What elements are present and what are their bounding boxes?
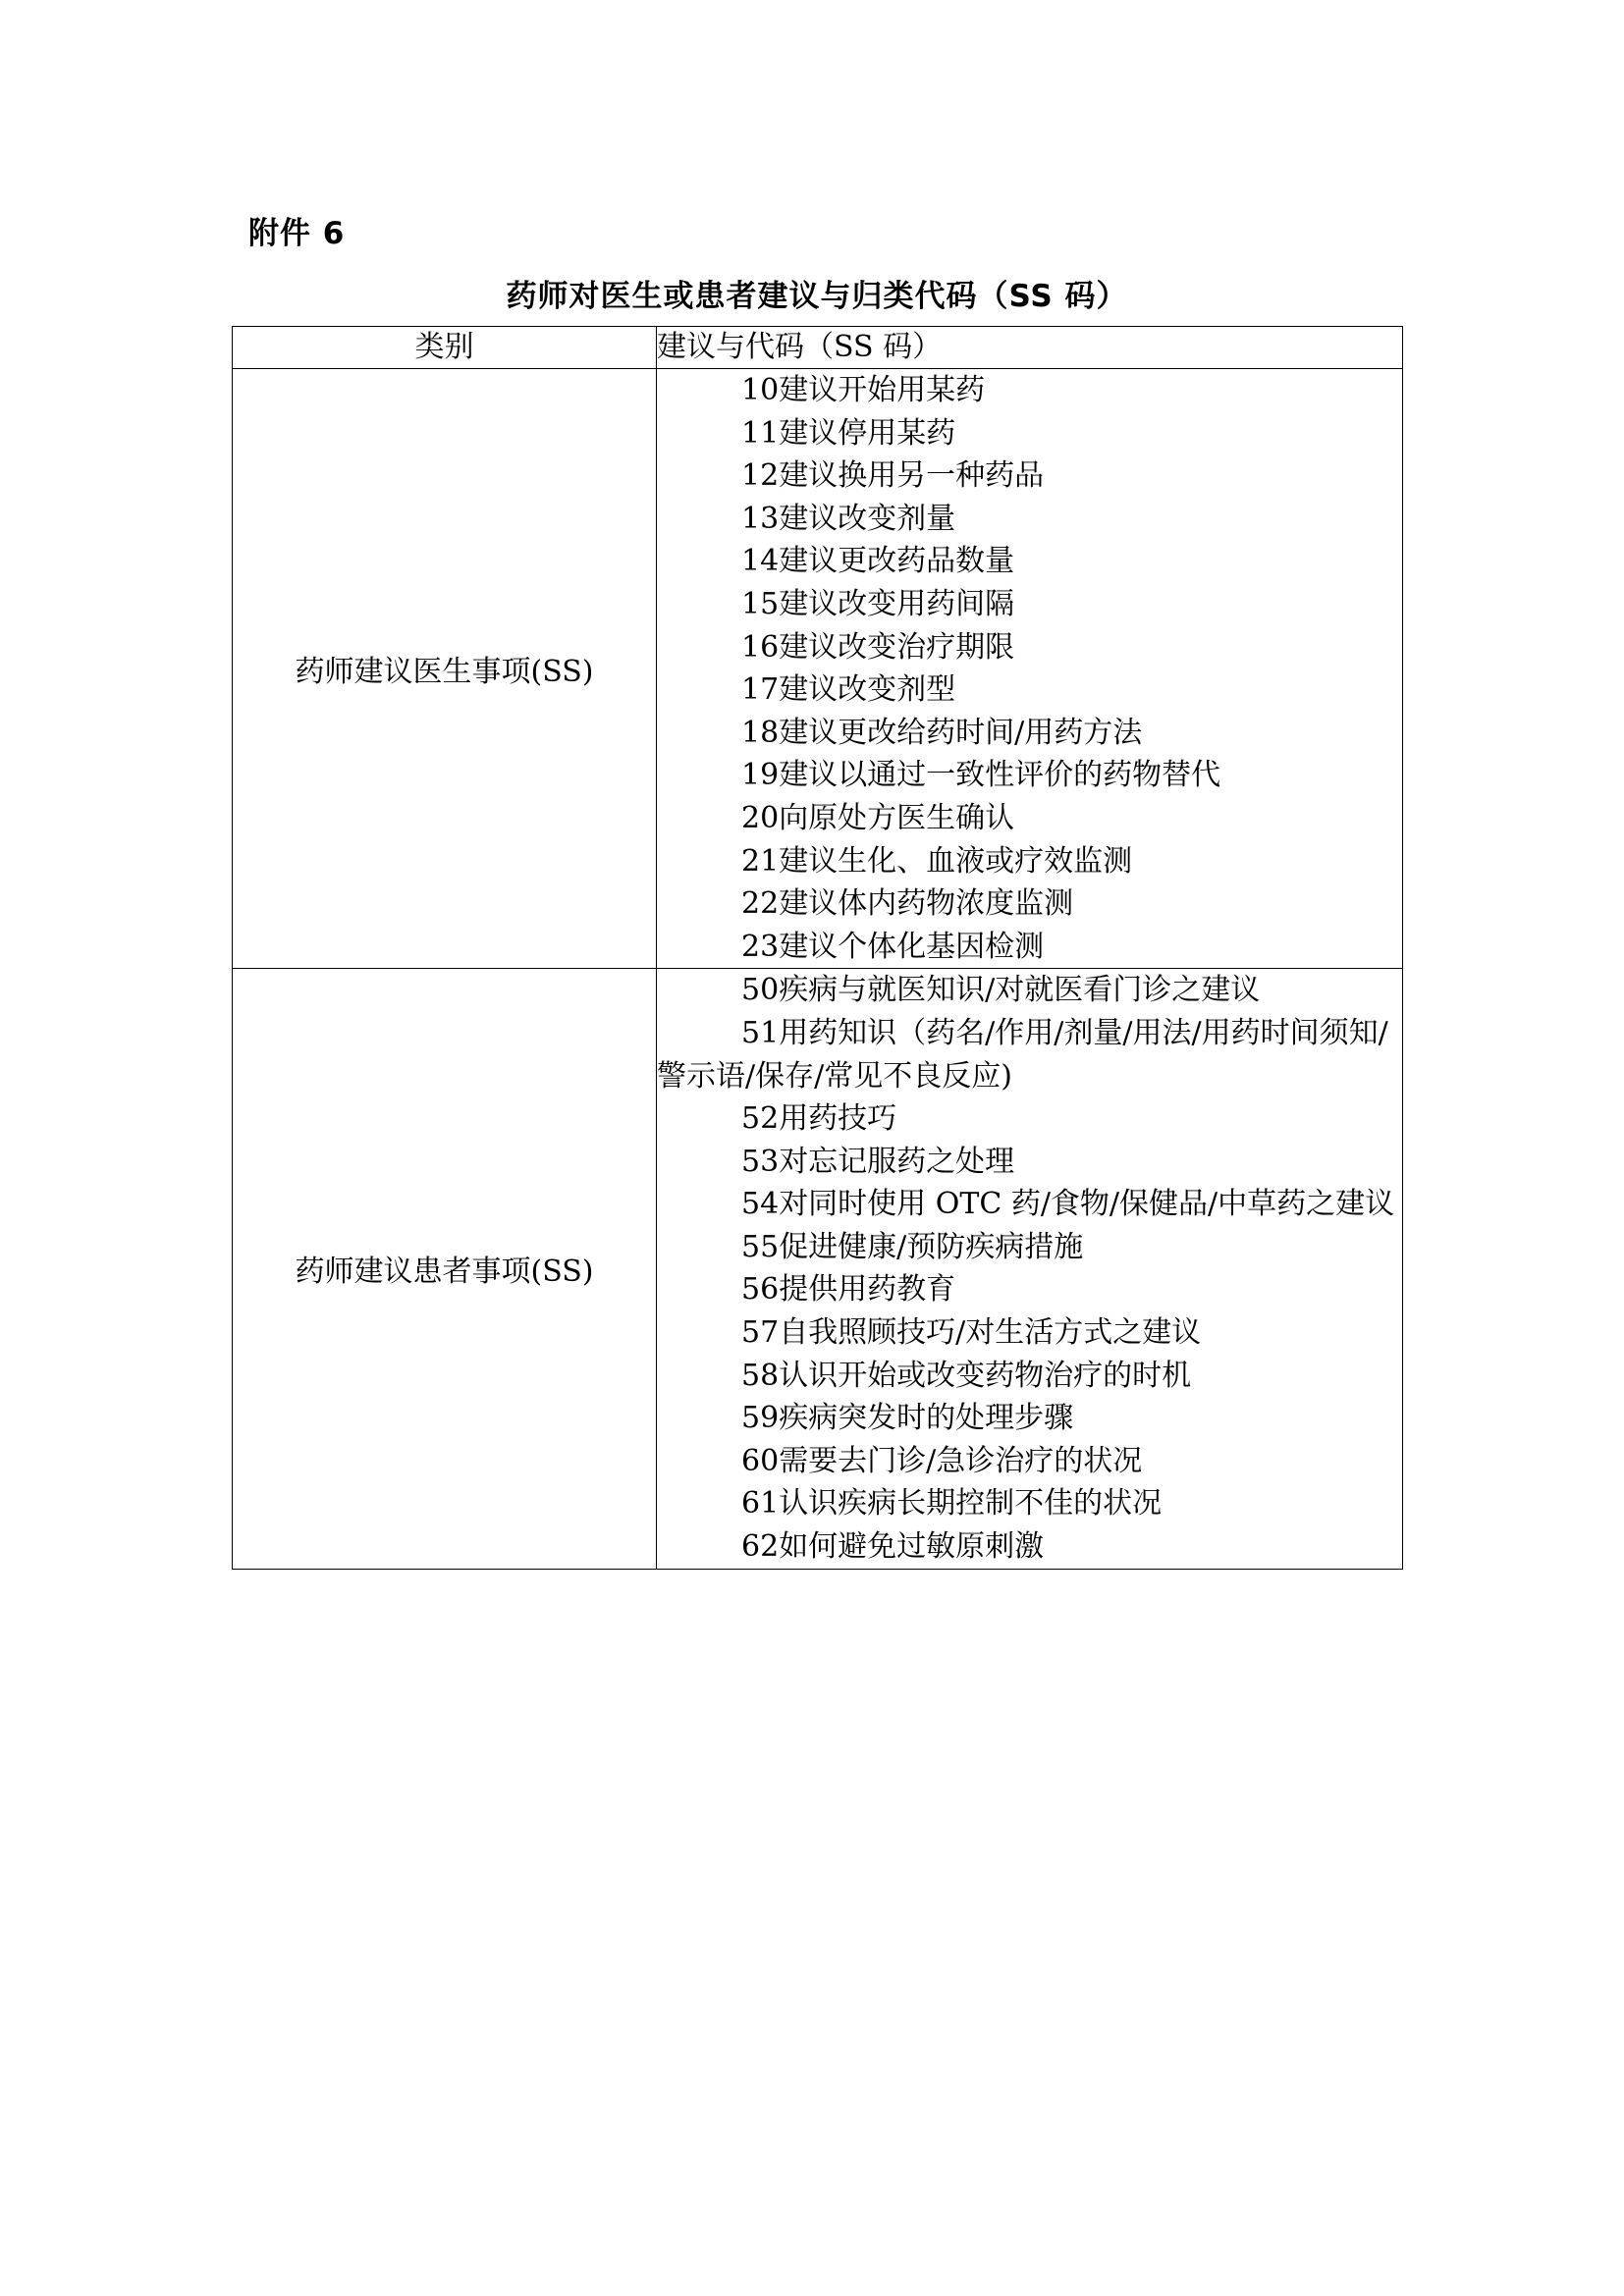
item-code: 13 [741,501,780,536]
item-text: 建议停用某药 [779,415,956,451]
item-text: 如何避免过敏原刺激 [779,1529,1045,1565]
list-item [657,1440,1402,1483]
list-item [657,797,1402,840]
item-code: 56 [741,1272,780,1308]
item-code: 20 [741,800,780,835]
item-text: 建议改变剂型 [779,672,956,708]
item-text: 自我照顾技巧/对生活方式之建议 [779,1315,1202,1351]
item-code: 12 [741,458,780,494]
item-text: 建议更改药品数量 [779,544,1015,579]
list-item [657,1141,1402,1184]
item-code: 23 [741,929,780,964]
item-code: 19 [741,758,780,793]
category-patient: 药师建议患者事项(SS) [233,969,657,1569]
list-item [657,754,1402,797]
header-category: 类别 [233,327,657,369]
list-item [657,498,1402,541]
ss-code-table [232,326,1403,1570]
item-code: 16 [741,629,780,665]
item-text: 建议换用另一种药品 [779,458,1045,494]
list-item [657,369,1402,412]
document-title: 药师对医生或患者建议与归类代码（SS 码） [506,279,1128,314]
item-text: 建议改变用药间隔 [779,586,1015,621]
item-text: 建议生化、血液或疗效监测 [779,843,1133,879]
list-item [657,712,1402,755]
list-item [657,969,1402,1012]
item-code: 54 [741,1187,780,1222]
list-item [657,540,1402,583]
list-item [657,926,1402,969]
item-code: 10 [741,373,780,407]
list-item [657,1355,1402,1398]
item-code: 14 [741,544,780,579]
item-text: 建议以通过一致性评价的药物替代 [779,758,1221,793]
item-code: 15 [741,586,780,621]
item-code: 60 [741,1443,780,1478]
item-text: 认识疾病长期控制不佳的状况 [779,1486,1163,1522]
item-code: 17 [741,672,780,708]
item-text: 需要去门诊/急诊治疗的状况 [779,1443,1143,1478]
category-doctor: 药师建议医生事项(SS) [233,369,657,969]
list-item [657,454,1402,498]
list-item [657,1226,1402,1269]
item-text: 疾病突发时的处理步骤 [779,1401,1074,1436]
item-text: 用药技巧 [779,1101,897,1137]
item-text: 建议改变治疗期限 [779,629,1015,665]
group-row-patient [233,969,1403,1569]
item-text: 提供用药教育 [779,1272,956,1308]
item-code: 53 [741,1144,780,1179]
item-text: 认识开始或改变药物治疗的时机 [779,1358,1192,1393]
item-code: 59 [741,1401,780,1436]
item-code: 50 [741,973,780,1008]
list-item [657,1097,1402,1141]
item-text: 建议体内药物浓度监测 [779,886,1074,922]
item-text: 用药知识（药名/作用/剂量/用法/用药时间须知/警示语/保存/常见不良反应) [657,1015,1388,1094]
items-doctor [657,369,1403,969]
item-code: 62 [741,1529,780,1565]
item-code: 58 [741,1358,780,1393]
item-text: 建议改变剂量 [779,501,956,536]
list-item [657,1525,1402,1569]
item-code: 22 [741,886,780,922]
item-text: 向原处方医生确认 [779,800,1015,835]
item-code: 55 [741,1229,780,1264]
item-code: 51 [741,1015,780,1050]
list-item [657,1397,1402,1440]
group-row-doctor [233,369,1403,969]
header-code: 建议与代码（SS 码） [657,327,1403,369]
list-item [657,1183,1402,1226]
item-text: 对同时使用 OTC 药/食物/保健品/中草药之建议 [779,1187,1395,1222]
list-item [657,626,1402,669]
item-text: 疾病与就医知识/对就医看门诊之建议 [779,973,1261,1008]
list-item [657,412,1402,455]
item-text: 建议更改给药时间/用药方法 [779,715,1143,750]
item-code: 11 [741,415,780,451]
item-code: 61 [741,1486,780,1522]
attachment-label: 附件 6 [248,216,346,251]
item-text: 促进健康/预防疾病措施 [779,1229,1084,1264]
item-code: 57 [741,1315,780,1351]
list-item [657,583,1402,626]
item-code: 52 [741,1101,780,1137]
items-patient [657,969,1403,1569]
item-text: 建议个体化基因检测 [779,929,1045,964]
list-item [657,668,1402,712]
list-item [657,840,1402,883]
item-text: 建议开始用某药 [779,373,986,407]
item-text: 对忘记服药之处理 [779,1144,1015,1179]
item-code: 18 [741,715,780,750]
table-header-row [233,327,1403,369]
list-item [657,1012,1402,1097]
list-item [657,1268,1402,1311]
item-code: 21 [741,843,780,879]
list-item [657,1482,1402,1525]
list-item [657,882,1402,926]
list-item [657,1311,1402,1355]
